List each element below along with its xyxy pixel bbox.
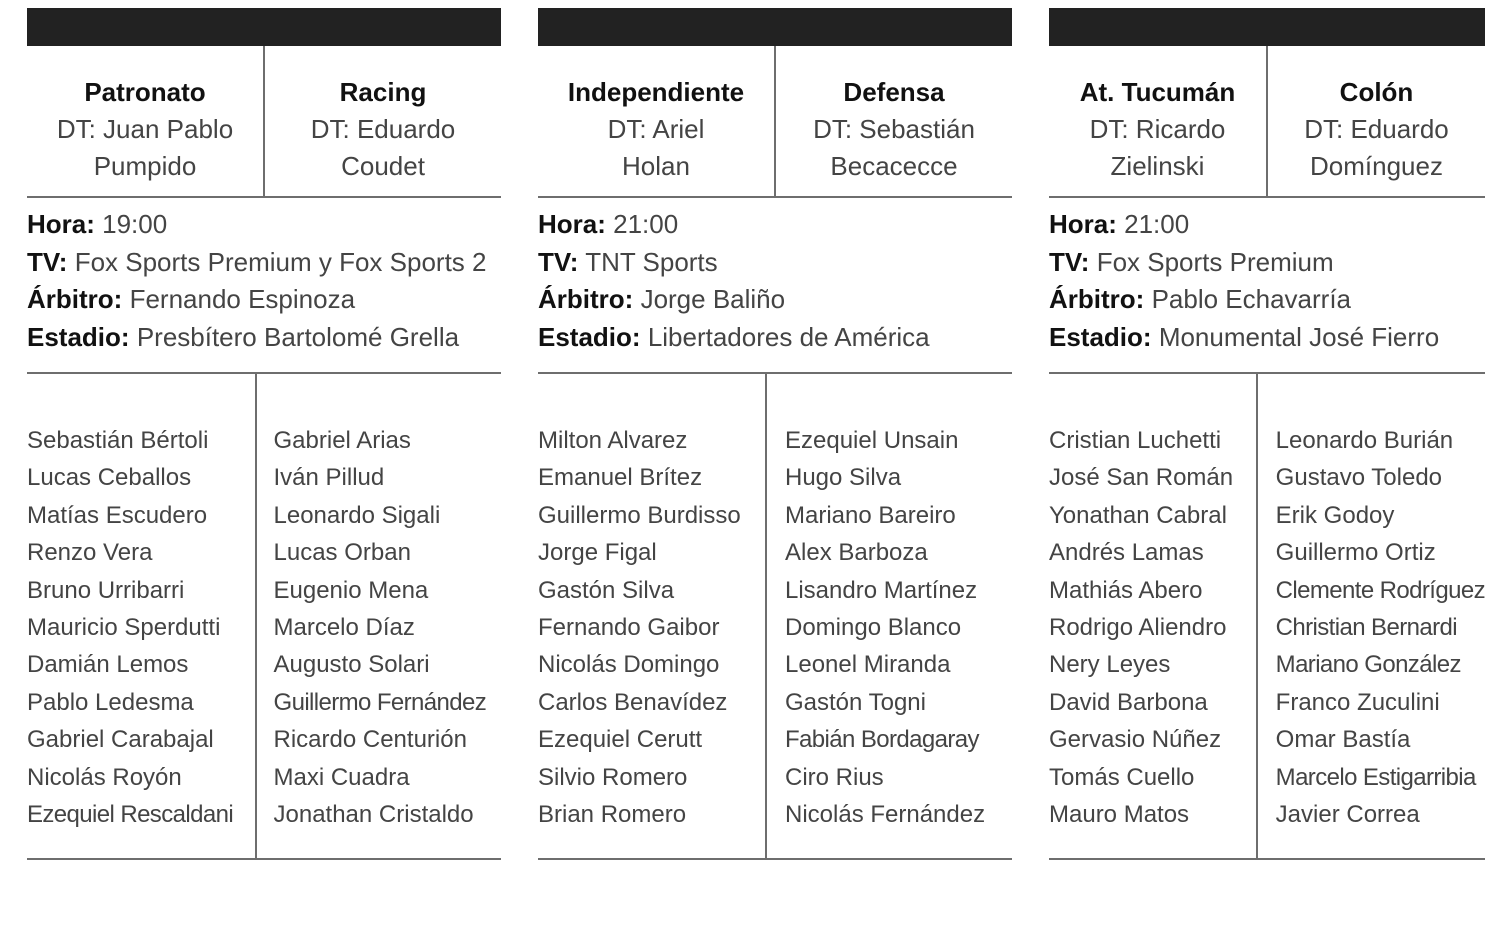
away-lineup [1256, 374, 1485, 858]
home-team [538, 46, 774, 196]
hora-row [1049, 206, 1485, 244]
lineups [1049, 374, 1485, 860]
match-card-tucuman-colon [1049, 8, 1485, 860]
player-name: Leonel Miranda [785, 651, 951, 679]
away-team [1266, 46, 1485, 196]
away-lineup [765, 374, 1012, 858]
coach-line: Zielinski [1110, 151, 1205, 181]
teams-row [27, 46, 501, 198]
player-name: Maxi Cuadra [273, 763, 410, 791]
arbitro-label: Árbitro: [538, 284, 634, 314]
tv-row [27, 244, 501, 282]
match-info [27, 198, 501, 374]
player-name: Alex Barboza [785, 539, 928, 567]
player-name: Marcelo Estigarribia [1275, 763, 1476, 791]
tv-label: TV: [27, 246, 68, 277]
away-team [774, 46, 1012, 196]
arbitro-row [27, 281, 501, 319]
tv-label: TV: [538, 246, 579, 277]
away-team [263, 46, 501, 196]
tv-value: TNT Sports [585, 246, 718, 277]
player-name: Ciro Rius [785, 763, 884, 791]
arbitro-value: Jorge Baliño [640, 284, 786, 314]
player-name: Eugenio Mena [273, 576, 429, 604]
player-name: Guillermo Ortiz [1275, 539, 1436, 567]
coach-line: DT: Ricardo [1089, 114, 1226, 144]
header-bar [538, 8, 1012, 46]
player-name: Mathiás Abero [1049, 576, 1203, 604]
player-name: Omar Bastía [1275, 726, 1411, 754]
player-name: Ezequiel Rescaldani [27, 801, 234, 829]
estadio-row [27, 319, 501, 357]
player-name: Ricardo Centurión [273, 726, 467, 754]
team-name: Colón [1339, 77, 1414, 107]
player-name: Mariano Bareiro [785, 501, 956, 529]
hora-label: Hora: [1049, 209, 1117, 239]
player-name: José San Román [1049, 464, 1234, 492]
player-name: Cristian Luchetti [1049, 427, 1222, 454]
player-name: Nicolás Domingo [538, 651, 720, 679]
estadio-row [538, 319, 1012, 357]
player-name: Augusto Solari [273, 651, 430, 679]
player-name: Lisandro Martínez [785, 576, 978, 604]
player-name: Gabriel Arias [273, 427, 411, 454]
match-info [538, 198, 1012, 374]
arbitro-value: Pablo Echavarría [1151, 284, 1352, 314]
estadio-value: Monumental José Fierro [1158, 321, 1440, 352]
player-name: Lucas Ceballos [27, 464, 192, 492]
coach-line: DT: Sebastián [813, 114, 975, 144]
hora-value: 21:00 [613, 209, 679, 239]
hora-value: 19:00 [102, 209, 168, 239]
hora-label: Hora: [538, 209, 606, 239]
match-card-patronato-racing [27, 8, 501, 860]
match-card-independiente-defensa [538, 8, 1012, 860]
home-lineup [538, 374, 765, 858]
estadio-row [1049, 319, 1485, 357]
player-name: Guillermo Burdisso [538, 501, 741, 529]
player-name: Jorge Figal [538, 539, 657, 567]
player-name: Gabriel Carabajal [27, 726, 214, 754]
coach-line: Pumpido [93, 151, 197, 181]
tv-value: Fox Sports Premium [1096, 246, 1334, 277]
player-name: Gustavo Toledo [1275, 464, 1443, 492]
header-bar [27, 8, 501, 46]
player-name: Mariano González [1275, 651, 1461, 679]
coach-line: Holan [622, 151, 690, 181]
hora-label: Hora: [27, 209, 95, 239]
player-name: David Barbona [1049, 688, 1208, 716]
home-lineup [1049, 374, 1256, 858]
team-name: At. Tucumán [1079, 77, 1236, 107]
match-info [1049, 198, 1485, 374]
teams-row [1049, 46, 1485, 198]
player-name: Tomás Cuello [1049, 763, 1195, 791]
hora-value: 21:00 [1124, 209, 1190, 239]
player-name: Hugo Silva [785, 464, 902, 492]
player-name: Pablo Ledesma [27, 688, 194, 716]
player-name: Renzo Vera [27, 539, 153, 567]
player-name: Nicolás Fernández [785, 801, 986, 829]
coach-line: DT: Juan Pablo [56, 114, 234, 144]
player-name: Sebastián Bértoli [27, 427, 209, 454]
home-lineup [27, 374, 255, 858]
player-name: Lucas Orban [273, 539, 411, 567]
player-name: Gervasio Núñez [1049, 726, 1222, 754]
player-name: Nicolás Royón [27, 763, 182, 791]
arbitro-label: Árbitro: [1049, 284, 1145, 314]
hora-row [538, 206, 1012, 244]
team-name: Racing [339, 77, 427, 107]
player-name: Clemente Rodríguez [1275, 576, 1485, 604]
player-name: Carlos Benavídez [538, 688, 728, 716]
away-lineup [255, 374, 502, 858]
player-name: Brian Romero [538, 801, 687, 829]
coach-line: DT: Ariel [607, 114, 705, 144]
player-name: Javier Correa [1275, 801, 1420, 829]
team-name: Patronato [84, 77, 206, 107]
player-name: Leonardo Burián [1275, 427, 1454, 454]
player-name: Damián Lemos [27, 651, 189, 679]
player-name: Ezequiel Cerutt [538, 726, 703, 754]
arbitro-row [538, 281, 1012, 319]
home-team [1049, 46, 1266, 196]
tv-row [538, 244, 1012, 282]
arbitro-value: Fernando Espinoza [129, 284, 356, 314]
player-name: Andrés Lamas [1049, 539, 1204, 567]
arbitro-label: Árbitro: [27, 284, 123, 314]
player-name: Marcelo Díaz [273, 614, 415, 642]
tv-row [1049, 244, 1485, 282]
player-name: Franco Zuculini [1275, 688, 1440, 716]
team-name: Defensa [843, 77, 945, 107]
coach-line: DT: Eduardo [310, 114, 456, 144]
player-name: Domingo Blanco [785, 614, 962, 642]
player-name: Bruno Urribarri [27, 576, 185, 604]
player-name: Emanuel Brítez [538, 464, 703, 492]
tv-label: TV: [1049, 246, 1090, 277]
coach-line: Domínguez [1310, 151, 1443, 181]
estadio-label: Estadio: [1049, 321, 1152, 352]
player-name: Ezequiel Unsain [785, 427, 959, 454]
estadio-value: Libertadores de América [647, 321, 930, 352]
player-name: Milton Alvarez [538, 427, 688, 454]
player-name: Christian Bernardi [1275, 614, 1457, 642]
tv-value: Fox Sports Premium y Fox Sports 2 [74, 246, 487, 277]
coach-line: Becacecce [830, 151, 958, 181]
player-name: Mauricio Sperdutti [27, 614, 221, 642]
lineups [27, 374, 501, 860]
coach-line: Coudet [341, 151, 425, 181]
estadio-label: Estadio: [27, 321, 130, 352]
estadio-label: Estadio: [538, 321, 641, 352]
estadio-value: Presbítero Bartolomé Grella [136, 321, 460, 352]
player-name: Jonathan Cristaldo [273, 801, 474, 829]
player-name: Fabián Bordagaray [785, 726, 979, 754]
player-name: Iván Pillud [273, 464, 385, 492]
player-name: Gastón Silva [538, 576, 675, 604]
player-name: Leonardo Sigali [273, 501, 441, 529]
lineups [538, 374, 1012, 860]
hora-row [27, 206, 501, 244]
player-name: Yonathan Cabral [1049, 501, 1227, 529]
player-name: Rodrigo Aliendro [1049, 614, 1227, 642]
player-name: Guillermo Fernández [273, 688, 487, 716]
coach-line: DT: Eduardo [1304, 114, 1449, 144]
teams-row [538, 46, 1012, 198]
player-name: Silvio Romero [538, 763, 688, 791]
player-name: Nery Leyes [1049, 651, 1171, 679]
home-team [27, 46, 263, 196]
player-name: Gastón Togni [785, 688, 926, 716]
player-name: Mauro Matos [1049, 801, 1190, 829]
arbitro-row [1049, 281, 1485, 319]
player-name: Erik Godoy [1275, 501, 1395, 529]
player-name: Matías Escudero [27, 501, 208, 529]
header-bar [1049, 8, 1485, 46]
player-name: Fernando Gaibor [538, 614, 720, 642]
team-name: Independiente [567, 77, 745, 107]
